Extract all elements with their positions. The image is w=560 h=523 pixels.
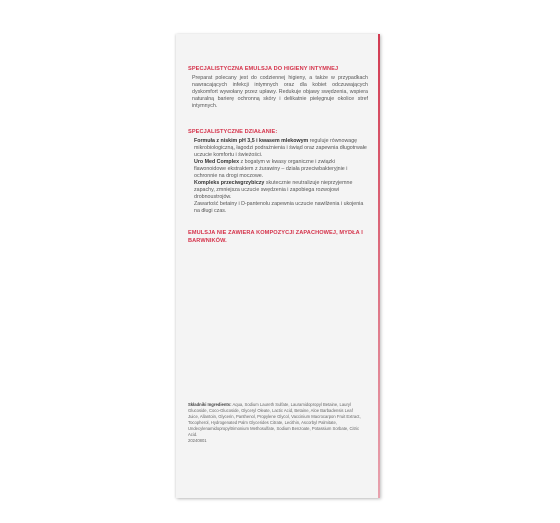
ingredients-text: Aqua, Sodium Laureth Sulfate, Lauramidopropyl Betaine, Lauryl Glucoside, Coco-Glucoside, Glyceryl Oleate, Lactic Acid, Betaine, Aloe Barbadensis Leaf Juice, Allantoin, Glycerin, Panthenol, Propylene Glycol, Vaccinium Macrocarpon Fruit Extract, Tocopherol, Hydrogenated Palm Glycerides Citrate, Lecithin, Ascorbyl Palmitate, Undecylenamidopropyltrimonium Methosulfate, Sodium Benzoate, Potassium Sorbate, Citric Acid.: [188, 402, 361, 437]
red-edge-stripe: [378, 34, 380, 498]
list-item: Formuła z niskim pH 3,5 i kwasem mlekowym reguluje równowagę mikrobiologiczną, łagodzi podrażnienia i świąd oraz zapewnia długotrwałe uczucie komfortu i świeżości.: [194, 138, 367, 158]
list-item: Kompleks przeciwgrzybiczy skutecznie neutralizuje nieprzyjemne zapachy, zmniejsza uczucie swędzenia i zapobiega rozwojowi drobnoustrojów.: [194, 180, 353, 200]
ingredients-label: Składniki Ingredients:: [188, 402, 232, 407]
ingredients-list: [188, 402, 364, 444]
section1-text: Preparat polecany jest do codziennej higieny, a także w przypadkach nawracających infekcji intymnych oraz dla kobiet odczuwających dyskomfort wywołany przez upławy. Redukuje objawy swędzenia, wspiera naturalną barierę ochronną skóry i delikatnie pielęgnuje okolice stref intymnych.: [192, 75, 368, 109]
list-item: Uro Med Complex z bogatym w kwasy organiczne i związki flawonoidowe ekstraktem z żurawiny – działa przeciwbakteryjnie i ochronnie na drogi moczowe.: [194, 159, 348, 179]
section1-heading: SPECJALISTYCZNA EMULSJA DO HIGIENY INTYMNEJ: [188, 66, 339, 72]
section3-heading: EMULSJA NIE ZAWIERA KOMPOZYCJI ZAPACHOWEJ, MYDŁA I BARWNIKÓW.: [188, 230, 363, 244]
section2-heading: SPECJALISTYCZNE DZIAŁANIE:: [188, 129, 278, 135]
action-list: [194, 138, 368, 215]
list-item: Zawartość betainy i D-pantenolu zapewnia uczucie nawilżenia i ukojenia na długi czas.: [194, 201, 364, 214]
product-panel: [176, 34, 380, 498]
batch-code: 20240801: [188, 438, 207, 443]
